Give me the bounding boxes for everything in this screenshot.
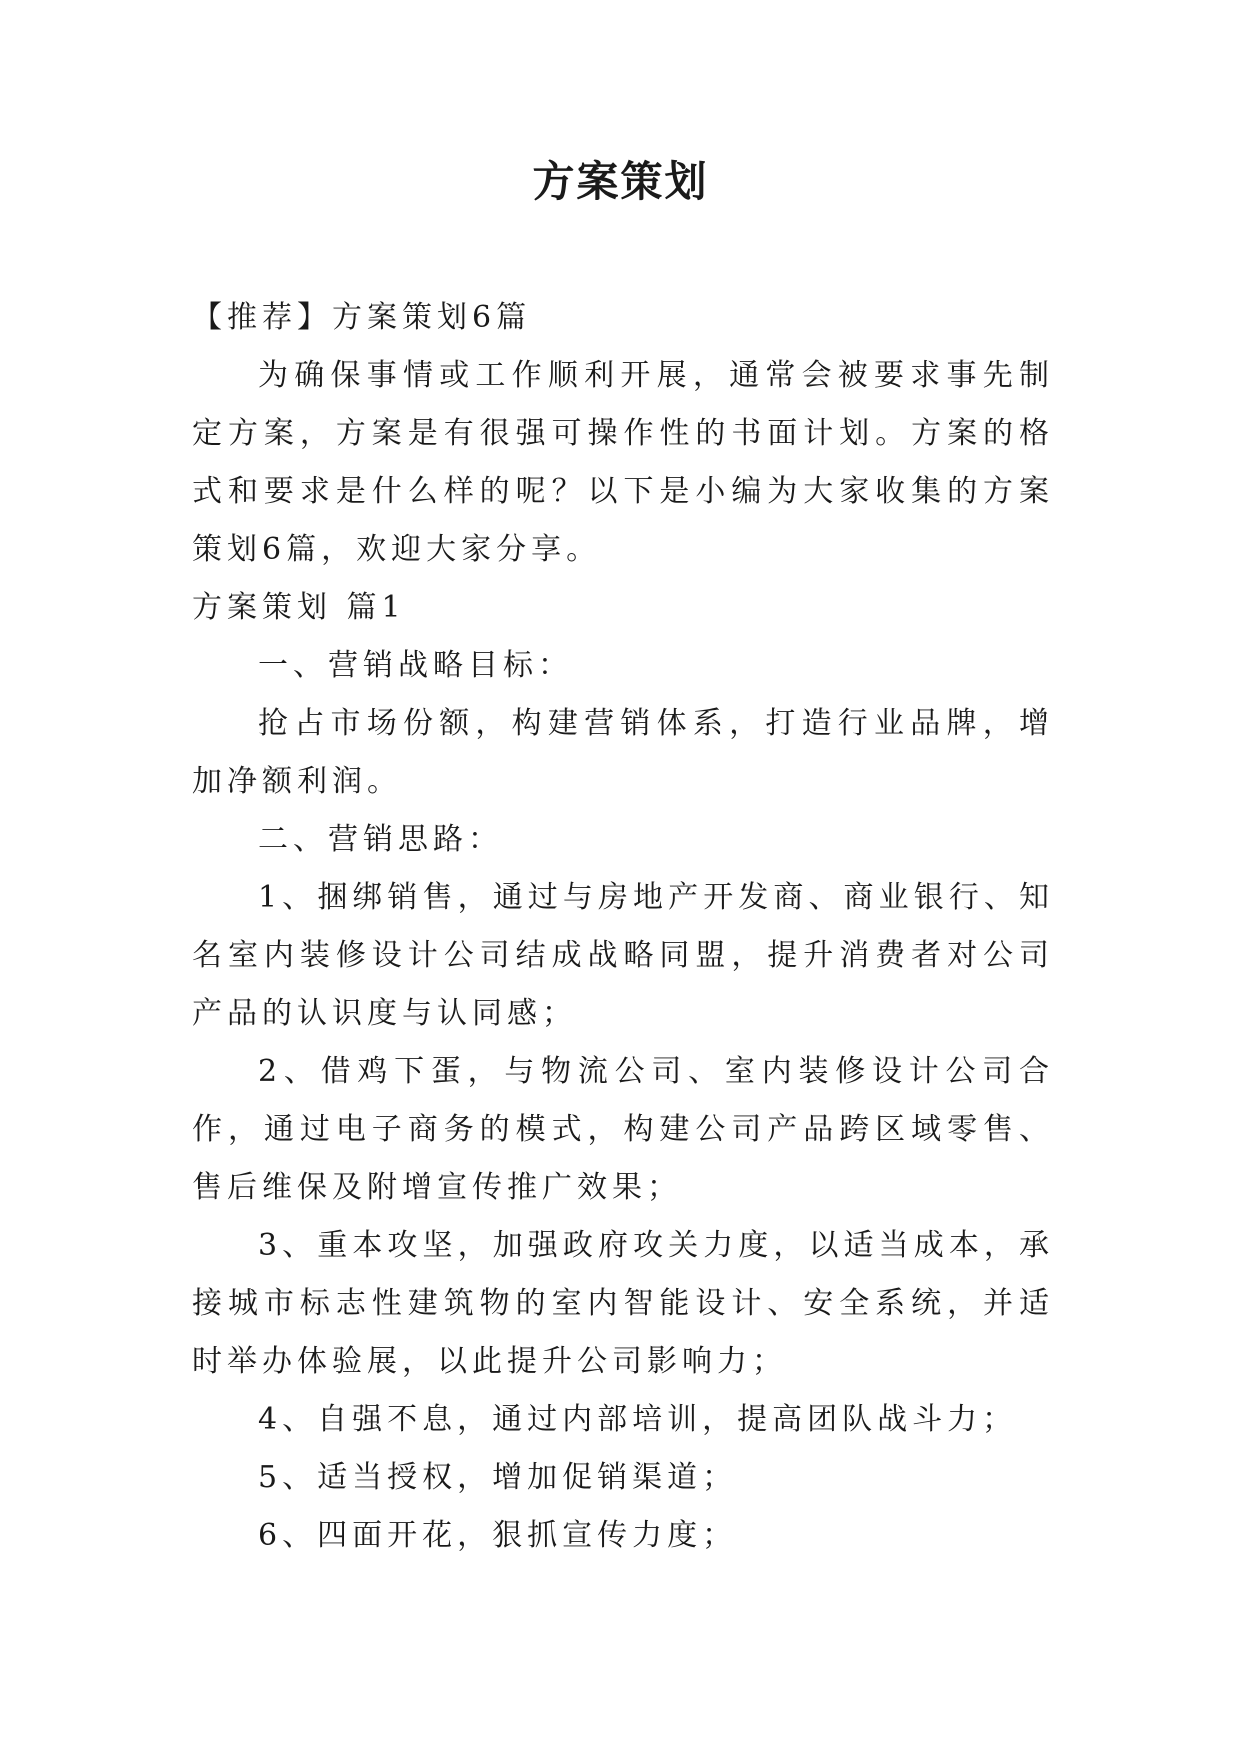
section-heading: 方案策划 篇1 <box>192 590 406 625</box>
paragraph: 【推荐】方案策划6篇 <box>192 300 532 335</box>
document-body <box>192 289 1054 1565</box>
paragraph: 1、捆绑销售，通过与房地产开发商、商业银行、知名室内装修设计公司结成战略同盟，提升消费者对公司产品的认识度与认同感； <box>192 880 1054 1031</box>
paragraph: 4、自强不息，通过内部培训，提高团队战斗力； <box>258 1402 1018 1437</box>
paragraph: 6、四面开花，狠抓宣传力度； <box>258 1518 738 1553</box>
paragraph: 为确保事情或工作顺利开展，通常会被要求事先制定方案，方案是有很强可操作性的书面计划。方案的格式和要求是什么样的呢？以下是小编为大家收集的方案策划6篇，欢迎大家分享。 <box>192 358 1054 567</box>
paragraph: 二、营销思路： <box>258 822 503 857</box>
paragraph: 抢占市场份额，构建营销体系，打造行业品牌，增加净额利润。 <box>192 706 1054 799</box>
paragraph: 5、适当授权，增加促销渠道； <box>258 1460 738 1495</box>
document-title: 方案策划 <box>532 157 709 206</box>
paragraph: 3、重本攻坚，加强政府攻关力度，以适当成本，承接城市标志性建筑物的室内智能设计、安全系统，并适时举办体验展，以此提升公司影响力； <box>192 1228 1054 1379</box>
paragraph: 2、借鸡下蛋，与物流公司、室内装修设计公司合作，通过电子商务的模式，构建公司产品跨区域零售、售后维保及附增宣传推广效果； <box>192 1054 1054 1205</box>
paragraph: 一、营销战略目标： <box>258 648 573 683</box>
